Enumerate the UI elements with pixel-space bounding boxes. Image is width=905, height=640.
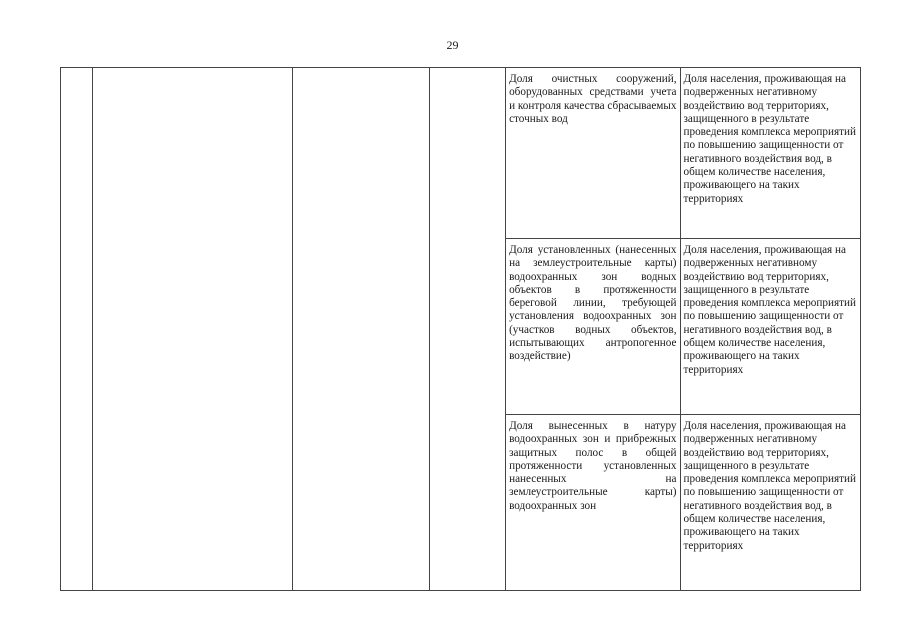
table-row	[61, 68, 861, 239]
page-number: 29	[446, 38, 459, 52]
indicators-table	[60, 67, 861, 591]
indicator-cell: Доля вынесенных в натуру водоохранных зон и прибрежных защитных полос в общей протяженности установленных нанесенных на землеустроительные карты) водоохранных зон	[506, 415, 680, 591]
number-cell	[61, 68, 93, 591]
program-cell	[93, 68, 292, 591]
indicator-cell: Доля очистных сооружений, оборудованных средствами учета и контроля качества сбрасываемых сточных вод	[506, 68, 680, 239]
task-cell	[429, 68, 505, 591]
target-indicator-cell: Доля населения, проживающая на подверженных негативному воздействию вод территориях, защищенного в результате проведения комплекса мероприятий по повышению защищенности от негативного воздействия вод, в общем количестве населения, проживающего на таких территориях	[680, 415, 861, 591]
target-indicator-cell: Доля населения, проживающая на подверженных негативному воздействию вод территориях, защищенного в результате проведения комплекса мероприятий по повышению защищенности от негативного воздействия вод, в общем количестве населения, проживающего на таких территориях	[680, 239, 861, 415]
indicator-cell: Доля установленных (нанесенных на землеустроительные карты) водоохранных зон водных объектов в протяженности береговой линии, требующей установления водоохранных зон (участков водных объектов, испытывающих антропогенное воздействие)	[506, 239, 680, 415]
goal-cell	[292, 68, 429, 591]
target-indicator-cell: Доля населения, проживающая на подверженных негативному воздействию вод территориях, защищенного в результате проведения комплекса мероприятий по повышению защищенности от негативного воздействия вод, в общем количестве населения, проживающего на таких территориях	[680, 68, 861, 239]
